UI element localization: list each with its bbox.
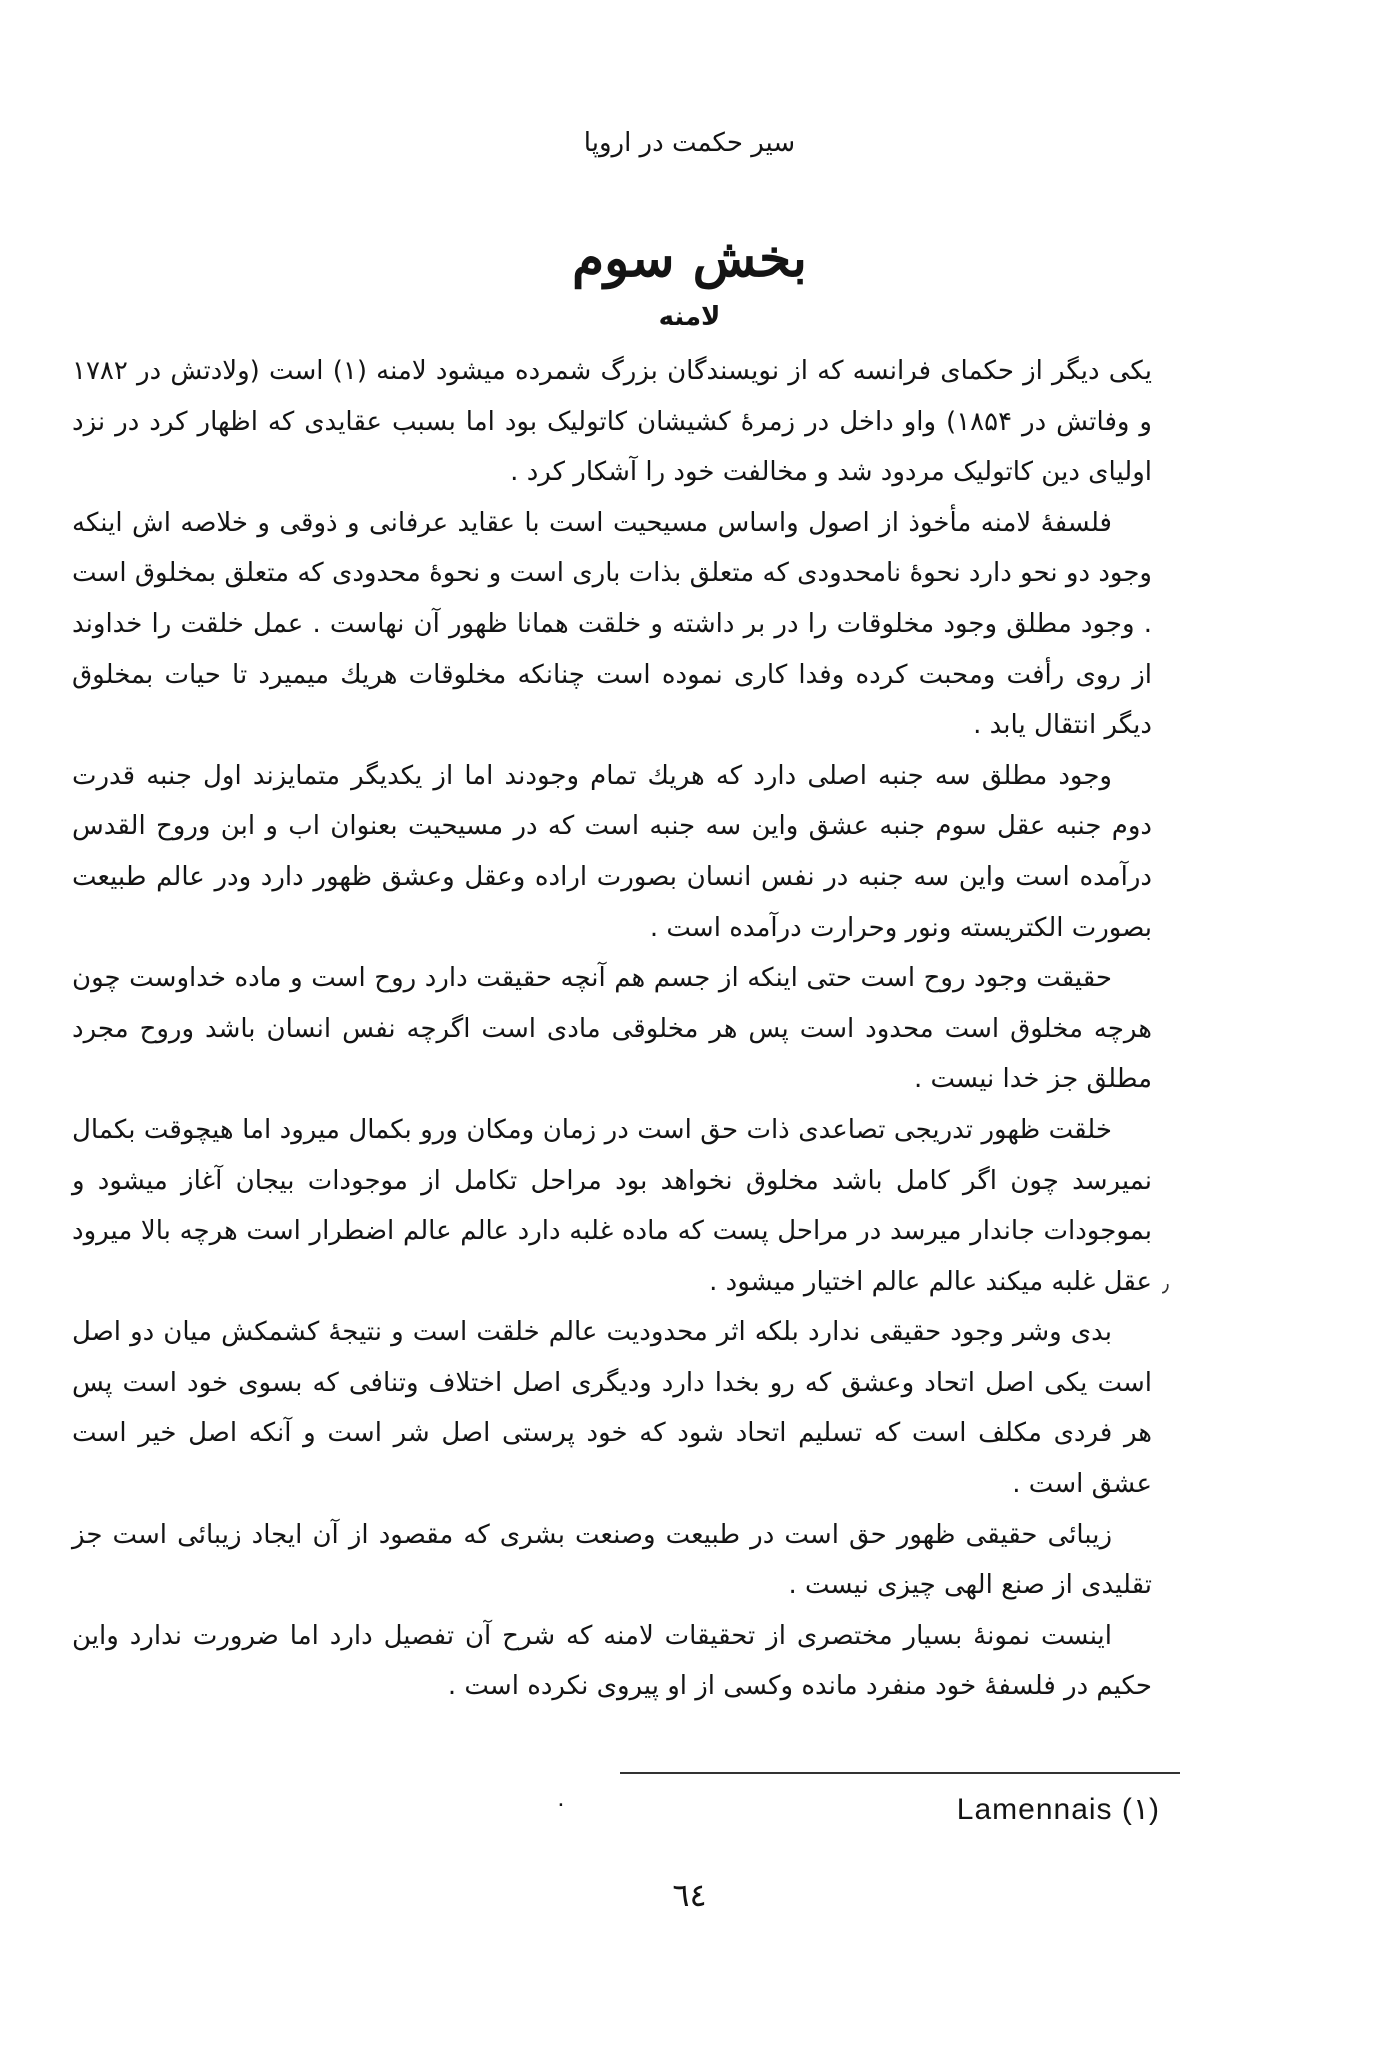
paragraph-5: خلقت ظهور تدریجی تصاعدی ذات حق است در زمان ومکان ورو بکمال میرود اما هیچوقت بکمال نمیرسد چون اگر کامل باشد مخلوق نخواهد بود مراحل تکامل از موجودات بیجان آغاز میشود و بموجودات جاندار میرسد در مراحل پست که ماده غلبه دارد عالم عالم اضطرار است هرچه بالا میرود عقل غلبه میکند عالم عالم اختیار میشود . [72,1114,1152,1297]
paragraph-7: زیبائی حقیقی ظهور حق است در طبیعت وصنعت بشری که مقصود از آن ایجاد زیبائی است جز تقلیدی از صنع الهی چیزی نیست . [72,1519,1152,1601]
margin-mark: ٫ [1162,1272,1170,1297]
section-title: بخش سوم [571,228,808,289]
subsection-title: لامنه [658,302,721,332]
paragraph-2: فلسفهٔ لامنه مأخوذ از اصول واساس مسیحیت است با عقاید عرفانی و ذوقی و خلاصه اش اینکه وجود دو نحو دارد نحوهٔ نامحدودی که متعلق بذات باری است و نحوهٔ محدودی که متعلق بمخلوق است . وجود مطلق وجود مخلوقات را در بر داشته و خلقت همانا ظهور آن نهاست . عمل خلقت را خداوند از روی رأفت ومحبت کرده وفدا کاری نموده است چنانکه مخلوقات هریك میمیرد تا حیات بمخلوق دیگر انتقال یابد . [72,507,1152,741]
body-text [72,346,1152,1712]
paragraph-4: حقیقت وجود روح است حتی اینکه از جسم هم آنچه حقیقت دارد روح است و ماده خداوست چون هرچه مخلوق است محدود است پس هر مخلوقی مادی است اگرچه نفس انسان باشد وروح مجرد مطلق جز خدا نیست . [72,963,1152,1095]
footnote-divider [620,1772,1180,1774]
footnote: Lamennais (۱) [956,1793,1160,1826]
paragraph-1: یکی دیگر از حکمای فرانسه که از نویسندگان بزرگ شمرده میشود لامنه (۱) است (ولادتش در ۱۷۸۲ و وفاتش در ۱۸۵۴) واو داخل در زمرهٔ کشیشان کاتولیک بود اما بسبب عقایدی که اظهار کرد در نزد اولیای دین کاتولیک مردود شد و مخالفت خود را آشکار کرد . [72,356,1152,488]
paragraph-6: بدی وشر وجود حقیقی ندارد بلکه اثر محدودیت عالم خلقت است و نتیجهٔ کشمکش میان دو اصل است یکی اصل اتحاد وعشق که رو بخدا دارد ودیگری اصل اختلاف وتنافی که بسوی خود است پس هر فردی مکلف است که تسلیم اتحاد شود که خود پرستی اصل شر است و آنکه اصل خیر است عشق است . [72,1317,1152,1500]
paragraph-3: وجود مطلق سه جنبه اصلی دارد که هریك تمام وجودند اما از یکدیگر متمایزند اول جنبه قدرت دوم جنبه عقل سوم جنبه عشق واین سه جنبه است که در مسیحیت بعنوان اب و ابن وروح القدس درآمده است واین سه جنبه در نفس انسان بصورت اراده وعقل وعشق ظهور دارد ودر عالم طبیعت بصورت الکتریسته ونور وحرارت درآمده است . [72,760,1152,943]
footnote-dot: ٠ [555,1792,567,1817]
paragraph-8: اینست نمونهٔ بسیار مختصری از تحقیقات لامنه که شرح آن تفصیل دارد اما ضرورت ندارد واین حکیم در فلسفهٔ خود منفرد مانده وکسی از او پیروی نکرده است . [72,1620,1152,1702]
page-number: ٦٤ [672,1876,707,1914]
running-head: سیر حکمت در اروپا [583,128,796,158]
